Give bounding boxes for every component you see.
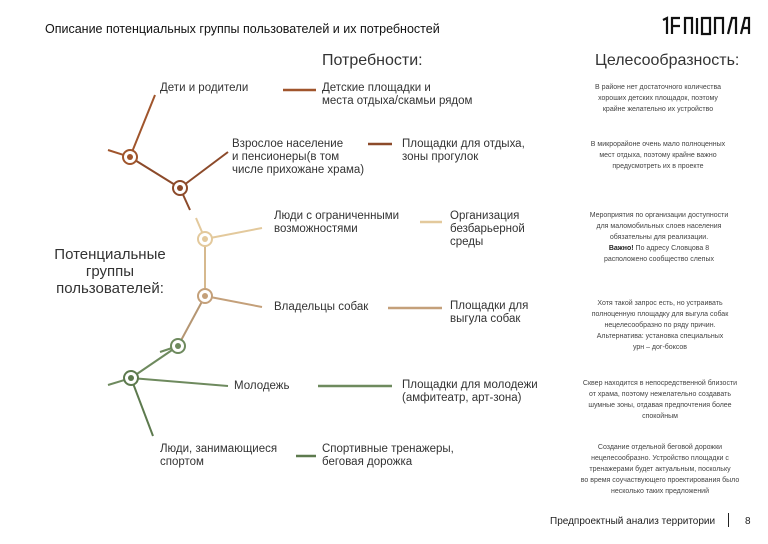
branch [205,228,262,239]
reason-line: В микрорайоне очень мало полноценных [590,141,726,148]
reason-line: крайне желательно их устройство [602,106,714,113]
group-label [160,82,248,95]
need-label [450,210,525,249]
need-label-line: (амфитеатр, арт-зона) [402,392,522,404]
group-label [160,443,277,469]
group-label [274,301,368,314]
needs-column-heading: Потребности: [322,52,423,69]
need-label-line: беговая дорожка [322,456,413,468]
reason-line: Хотя такой запрос есть, но устраивать [597,300,723,307]
group-label-line: Владельцы собак [274,301,369,313]
need-label [450,300,528,326]
branch [131,346,178,378]
node-icon [171,339,185,353]
important-note: Важно! [608,245,634,252]
reason-line: Мероприятия по организации доступности [589,212,729,219]
need-label-line: Спортивные тренажеры, [322,443,454,455]
groups-title-line: Потенциальные [54,246,166,263]
node-icon [198,289,212,303]
need-label-line: Детские площадки и [322,82,431,94]
branch [178,296,205,346]
group-label [234,380,290,393]
reason-line: хороших детских площадок, поэтому [598,95,718,102]
reason-text [568,442,752,497]
reason-line: расположено сообщество слепых [603,256,714,263]
need-label-line: зоны прогулок [402,151,479,163]
node-icon [198,232,212,246]
reason-line: В районе нет достаточного количества [594,84,722,91]
reason-line: Создание отдельной беговой дорожки [597,444,723,451]
node-icon [173,181,187,195]
reason-text [570,378,750,422]
reason-line: Сквер находится в непосредственной близости [582,380,738,387]
branch [131,378,228,386]
need-label [322,443,454,469]
group-label-line: Люди, занимающиеся [160,443,278,455]
reasons-column-heading: Целесообразность: [595,52,740,69]
branch [180,152,228,188]
need-label-line: места отдыха/скамьи рядом [322,95,473,107]
page-number: 8 [745,516,751,527]
need-label [322,82,472,108]
need-label-line: Площадки для [450,300,529,312]
reason-line: мест отдыха, поэтому крайне важно [599,152,717,159]
reason-line [574,243,744,254]
branch [130,95,155,157]
need-label-line: выгула собак [450,313,521,325]
reason-line: предусмотреть их в проекте [612,163,704,170]
reason-line: урн – дог-боксов [632,344,688,351]
reason-line: от храма, поэтому нежелательно создавать [589,391,731,398]
need-label-line: среды [450,236,484,248]
need-label [402,138,525,164]
group-label-line: числе прихожане храма) [232,164,365,176]
reason-text [574,210,744,265]
group-label-line: Люди с ограниченными [274,210,400,222]
reason-line: для маломобильных слоев населения [596,223,722,230]
footer-text: Предпроектный анализ территории [550,516,716,527]
node-icon [124,371,138,385]
group-label [232,138,364,177]
node-icon [123,150,137,164]
group-label-line: возможностями [274,223,358,235]
need-label-line: безбарьерной [450,223,525,235]
reason-text [578,139,738,172]
reason-line: спокойным [642,413,678,420]
group-label [274,210,399,236]
reason-text [578,82,738,115]
need-label [402,379,538,405]
group-label-line: Взрослое население [232,138,344,150]
group-label-line: и пенсионеры(в том [232,151,340,163]
group-label-line: Молодежь [234,380,290,392]
reason-line: нецелесообразно. Устройство площадки с [591,455,729,462]
branch [205,296,262,307]
groups-title-line: группы [85,263,135,280]
group-label-line: Дети и родители [160,82,249,94]
reason-line: полноценную площадку для выгула собак [591,311,729,318]
reason-line: тренажерами будет актуальным, поскольку [589,466,731,473]
need-label-line: Площадки для отдыха, [402,138,525,150]
reason-line: обязательны для реализации. [609,234,709,241]
branch [130,157,180,188]
reason-text [574,298,746,353]
page-title: Описание потенциальных группы пользователей и их потребностей [45,22,440,36]
group-label-line: спортом [160,456,204,468]
reason-line-text: По адресу Словцова 8 [633,245,710,252]
reason-line: во время соучаствующего проектирования было [580,477,740,484]
need-label-line: Площадки для молодежи [402,379,538,391]
branch [131,378,153,436]
need-label-line: Организация [450,210,520,222]
footer-divider [728,513,729,527]
reason-line: нецелесообразно по ряду причин. [604,322,716,329]
reason-line: Альтернатива: установка специальных [596,333,724,340]
reason-line: несколько таких предложений [610,488,710,495]
reason-line: шумные зоны, отдавая предпочтения более [588,402,732,409]
groups-title-line: пользователей: [56,280,164,297]
